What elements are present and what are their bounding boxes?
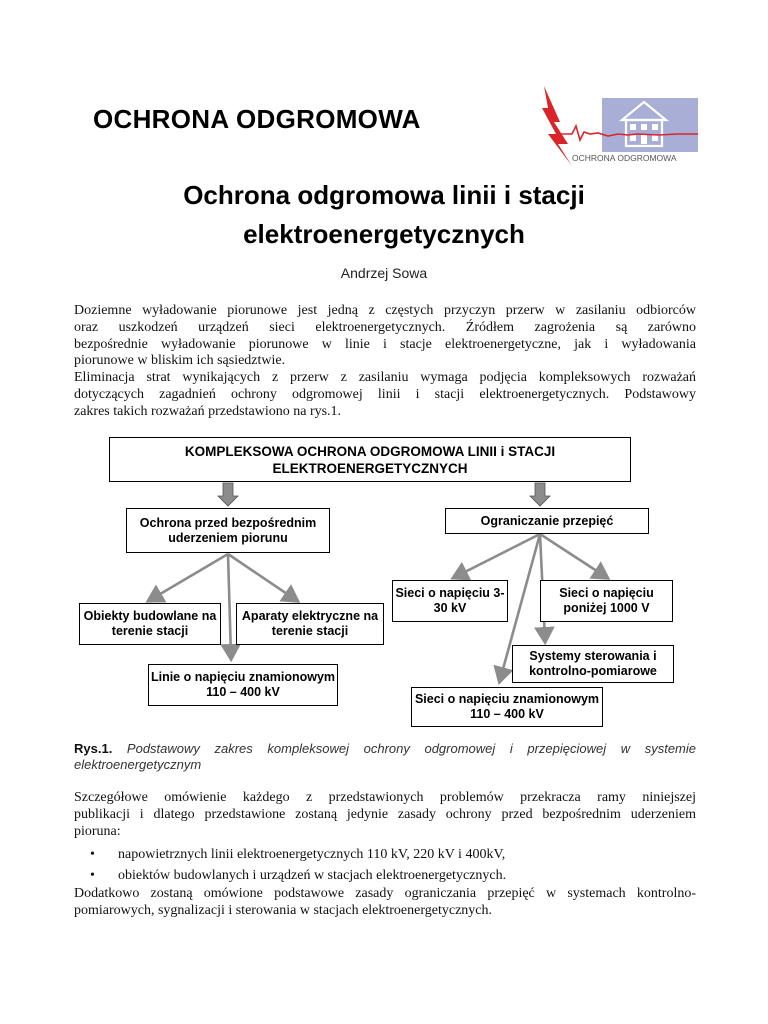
text-line: publikacji i dlatego przedstawione zostaną jedynie zasady ochrony przed bezpośrednim uderzeniem — [74, 806, 696, 822]
arrow-to-obiekty — [150, 554, 228, 600]
text-line: piorunowe w bliskim ich sąsiedztwie. — [74, 353, 286, 369]
header-title: OCHRONA ODGROMOWA — [93, 104, 421, 134]
caption-label: Rys.1. — [74, 741, 113, 756]
bullet-list — [74, 844, 696, 886]
text-line: Doziemne wyładowanie piorunowe jest jedną z częstych przyczyn przerw w zasilaniu odbiorców — [74, 303, 696, 318]
arrow-to-sieci-1000 — [540, 534, 606, 577]
text-line: dotyczących zagadnień ochrony odgromowej linii i stacji elektroenergetycznych. Podstawowy — [74, 386, 696, 402]
article-title-line1: Ochrona odgromowa linii i stacji — [183, 180, 585, 210]
diagram-obiekty: Obiekty budowlane na terenie stacji — [79, 603, 221, 645]
arrow-to-sieci-3-30 — [455, 534, 540, 577]
text-line: bezpośrednie wyładowanie piorunowe w linie i stacje elektroenergetyczne, jak i wyładowania — [74, 336, 696, 352]
text-line: Szczegółowe omówienie każdego z przedstawionych problemów przekracza ramy niniejszej — [74, 790, 696, 805]
arrow-to-linie — [228, 554, 231, 657]
text-line: pioruna: — [74, 823, 121, 839]
bullet-icon: • — [90, 868, 95, 883]
body-paragraph-3 — [74, 790, 696, 840]
diagram-top-box: KOMPLEKSOWA OCHRONA ODGROMOWA LINII i STACJI ELEKTROENERGETYCZNYCH — [109, 437, 631, 482]
body-paragraph-4 — [74, 886, 696, 920]
arrow-to-aparaty — [228, 554, 296, 600]
diagram-sieci-3-30: Sieci o napięciu 3- 30 kV — [392, 580, 508, 622]
list-item — [74, 865, 696, 886]
diagram-linie: Linie o napięciu znamionowym 110 – 400 kV — [148, 664, 338, 706]
bullet-text: napowietrznych linii elektroenergetycznych 110 kV, 220 kV i 400kV, — [118, 847, 506, 862]
diagram-systemy: Systemy sterowania i kontrolno-pomiarowe — [512, 645, 674, 683]
text-line: Eliminacja strat wynikających z przerw z zasilaniu wymaga podjęcia kompleksowych rozważań — [74, 370, 696, 385]
block-arrow-left — [218, 483, 238, 506]
diagram-aparaty: Aparaty elektryczne na terenie stacji — [236, 603, 384, 645]
bullet-text: obiektów budowlanych i urządzeń w stacjach elektroenergetycznych. — [118, 868, 507, 883]
diagram-left-branch: Ochrona przed bezpośrednim uderzeniem piorunu — [126, 508, 330, 553]
author: Andrzej Sowa — [340, 265, 428, 281]
text-line: Dodatkowo zostaną omówione podstawowe zasady ograniczania przepięć w systemach kontrolno- — [74, 886, 696, 901]
diagram-right-branch: Ograniczanie przepięć — [445, 508, 649, 534]
diagram-sieci-110: Sieci o napięciu znamionowym 110 – 400 kV — [411, 687, 603, 727]
logo-text: OCHRONA ODGROMOWA — [572, 153, 677, 163]
block-arrow-right — [530, 483, 550, 506]
list-item — [74, 844, 696, 865]
caption-text: Podstawowy zakres kompleksowej ochrony odgromowej i przepięciowej w systemie elektroenergetycznym — [74, 741, 696, 772]
text-line: pomiarowych, sygnalizacji i sterowania w stacjach elektroenergetycznych. — [74, 902, 493, 918]
article-title-line2: elektroenergetycznych — [243, 219, 525, 249]
text-line: oraz uszkodzeń urządzeń sieci elektroenergetycznych. Źródłem zagrożenia są zarówno — [74, 319, 696, 335]
figure-caption — [74, 741, 696, 773]
text-line: zakres takich rozważań przedstawiono na rys.1. — [74, 403, 342, 419]
bullet-icon: • — [90, 847, 95, 862]
diagram-sieci-1000: Sieci o napięciu poniżej 1000 V — [540, 580, 673, 622]
